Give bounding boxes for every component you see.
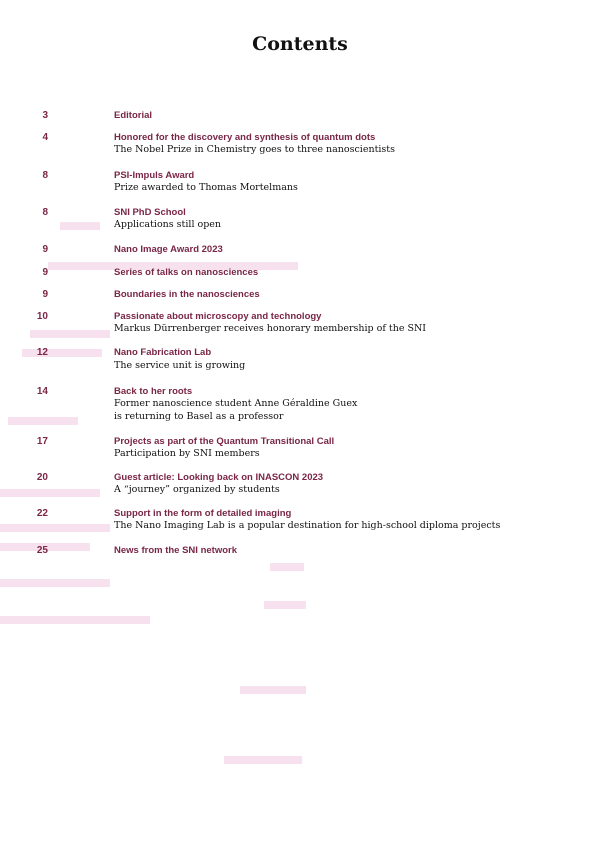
toc-heading: Boundaries in the nanosciences: [114, 289, 260, 300]
toc-description: The Nano Imaging Lab is a popular destination for high-school diploma projects: [114, 520, 501, 531]
toc-page-number: 25: [36, 545, 48, 556]
toc-description: A “journey” organized by students: [114, 484, 280, 495]
toc-description: Participation by SNI members: [114, 448, 260, 459]
toc-page-number: 12: [36, 347, 48, 358]
toc-heading: Projects as part of the Quantum Transitional Call: [114, 436, 335, 447]
toc-page-number: 8: [42, 170, 48, 181]
toc-heading: Nano Fabrication Lab: [114, 347, 212, 358]
toc-page-number: 9: [42, 244, 48, 255]
toc-heading: News from the SNI network: [114, 545, 237, 556]
toc-page-number: 9: [42, 289, 48, 300]
toc-description: Applications still open: [114, 219, 222, 230]
toc-heading: Back to her roots: [114, 386, 193, 397]
toc-page-number: 22: [36, 508, 48, 519]
toc-page-number: 17: [36, 436, 48, 447]
toc-description: Markus Dürrenberger receives honorary membership of the SNI: [114, 323, 427, 334]
toc-page-number: 8: [42, 207, 48, 218]
toc-heading: Series of talks on nanosciences: [114, 267, 259, 278]
toc-page-number: 9: [42, 267, 48, 278]
page-title: Contents: [252, 33, 348, 55]
toc-heading: Nano Image Award 2023: [114, 244, 223, 255]
toc-heading: Honored for the discovery and synthesis of quantum dots: [114, 132, 376, 143]
toc-heading: PSI-Impuls Award: [114, 170, 195, 181]
toc-heading: Editorial: [114, 110, 153, 121]
toc-page-number: 4: [42, 132, 48, 143]
toc-page-number: 20: [36, 472, 48, 483]
toc-description: The Nobel Prize in Chemistry goes to three nanoscientists: [114, 144, 395, 155]
toc-heading: SNI PhD School: [114, 207, 186, 218]
toc-page-number: 3: [42, 110, 48, 121]
toc-description: The service unit is growing: [114, 360, 246, 371]
toc-description: Former nanoscience student Anne Géraldine Guex is returning to Basel as a professor: [114, 398, 358, 422]
toc-page-number: 10: [36, 311, 48, 322]
toc-heading: Support in the form of detailed imaging: [114, 508, 292, 519]
toc-heading: Guest article: Looking back on INASCON 2023: [114, 472, 324, 483]
toc-description: Prize awarded to Thomas Mortelmans: [114, 182, 298, 193]
toc-page-number: 14: [36, 386, 48, 397]
toc-heading: Passionate about microscopy and technology: [114, 311, 322, 322]
